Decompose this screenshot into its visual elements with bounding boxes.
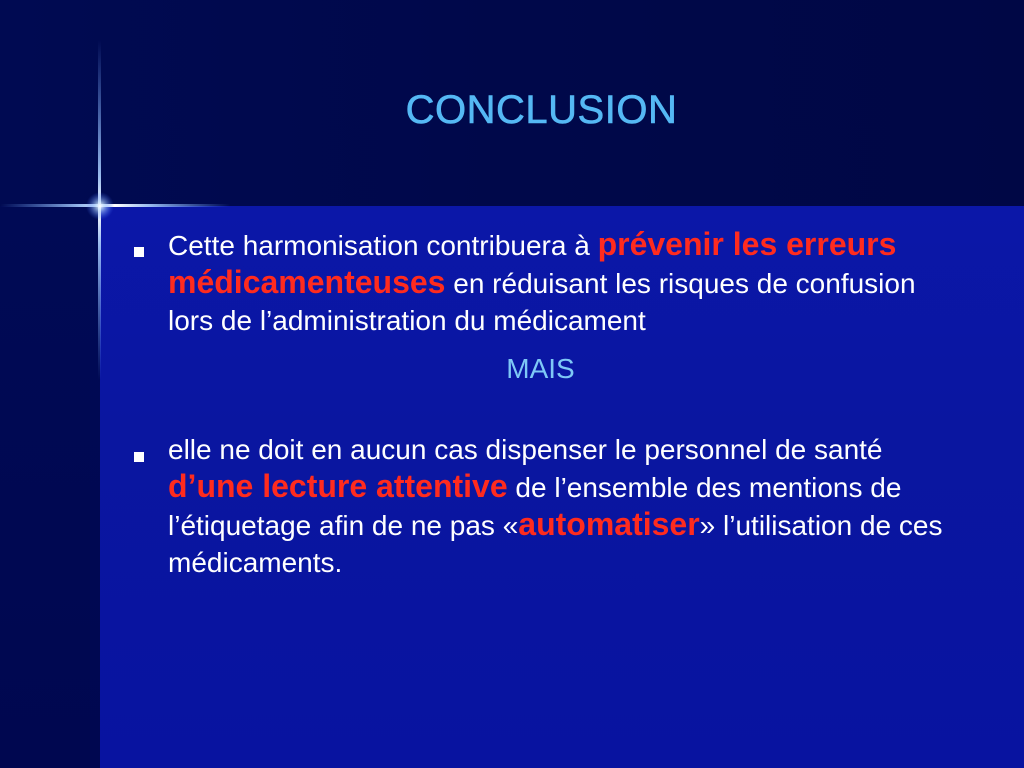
separator-mais: MAIS [506,353,575,384]
bullet-1-text-end: en réduisant les risques de confusion lors de l’administration du médicament [168,268,916,336]
bullet-2-text-end: » l’utilisation de ces médicaments. [168,510,943,578]
bullet-item-2 [128,431,948,581]
bullet-square-icon [134,452,144,462]
bullet-2-highlight-2: automatiser [518,506,700,542]
bullet-2-highlight-1: d’une lecture attentive [168,468,508,504]
bullet-2-text-middle: de l’ensemble des mentions de l’étiquetage afin de ne pas « [168,472,902,541]
bullet-1-text-start: Cette harmonisation contribuera à [168,230,598,261]
slide-content [128,226,948,581]
bullet-square-icon [134,247,144,257]
slide-title: CONCLUSION [405,88,678,132]
slide-left-band [0,206,100,768]
bullet-1-highlight: prévenir les erreurs médicamenteuses [168,226,897,300]
bullet-2-text-start: elle ne doit en aucun cas dispenser le personnel de santé [168,434,883,465]
bullet-item-1 [128,226,948,339]
